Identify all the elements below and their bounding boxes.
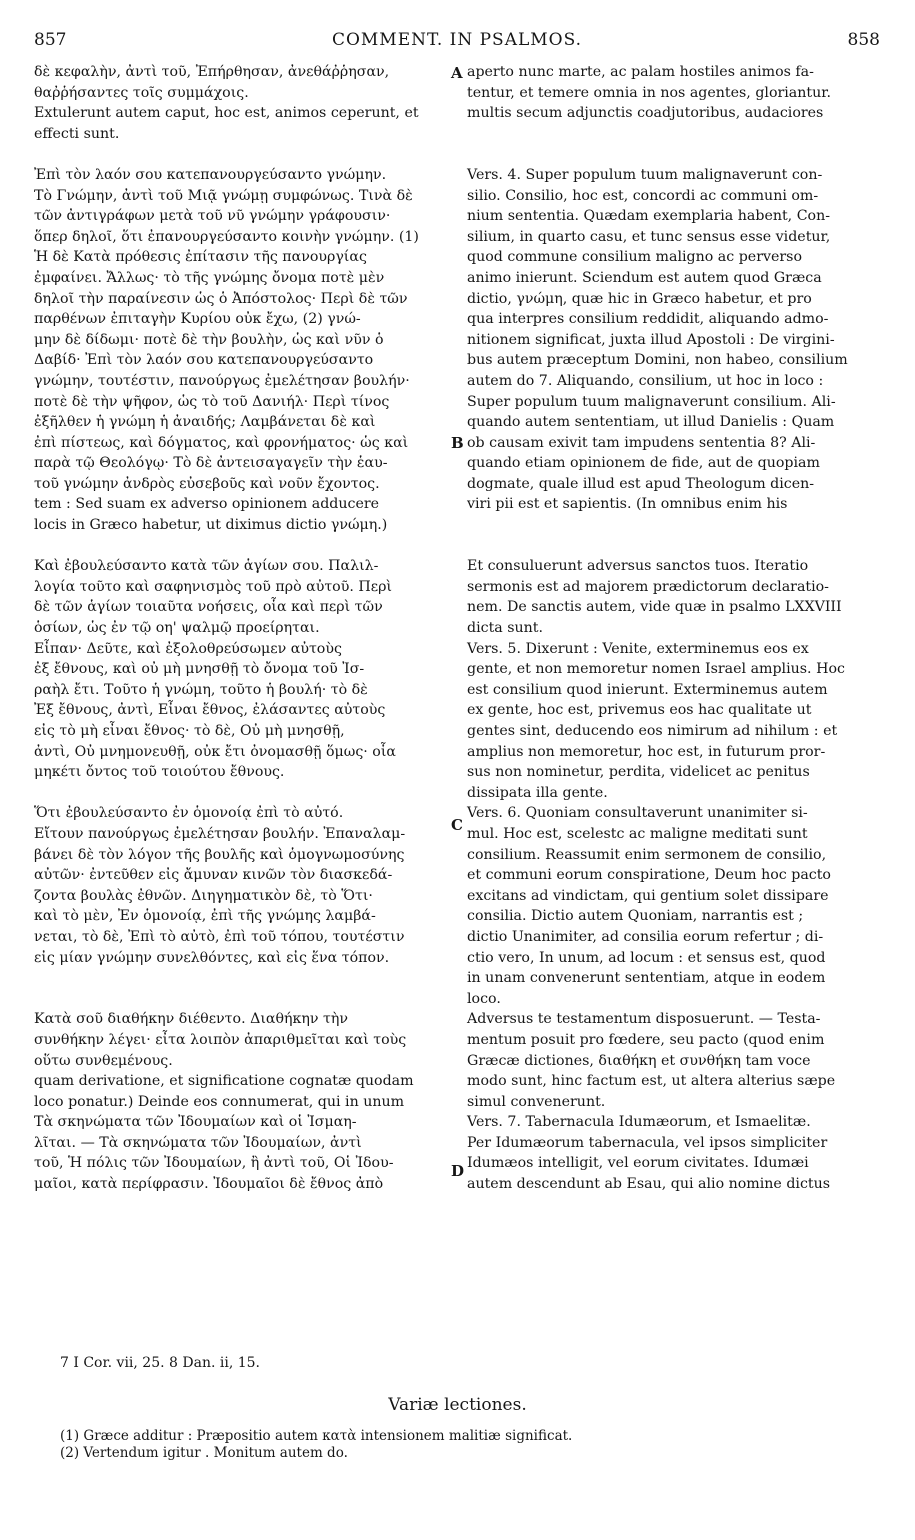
latin-text-line: quando etiam opinionem de fide, aut de quopiam	[467, 455, 820, 472]
latin-text-line: quod commune consilium maligno ac perverso	[467, 249, 802, 266]
greek-text-line: ἐξ ἔθνους, καὶ οὐ μὴ μνησθῇ τὸ ὄνομα τοῦ Ἰσ-	[34, 661, 365, 678]
greek-text-line: Extulerunt autem caput, hoc est, animos ceperunt, et	[34, 105, 419, 122]
latin-text-line: ob causam exivit tam impudens sententia 8? Ali-	[467, 434, 816, 451]
latin-text-line: nium sententia. Quædam exemplaria habent, Con-	[467, 208, 831, 225]
greek-text-line: ἀντὶ, Οὐ μνημονευθῇ, οὐκ ἔτι ὀνομασθῇ ὅμως· οἷα	[34, 743, 396, 760]
latin-text-line: Vers. 5. Dixerunt : Venite, exterminemus eos ex	[467, 640, 809, 657]
greek-text-line: Ὅτι ἐβουλεύσαντο ἐν ὁμονοίᾳ ἐπὶ τὸ αὐτό.	[34, 805, 344, 822]
latin-text-line: gente, et non memoretur nomen Israel amplius. Hoc	[467, 661, 845, 678]
latin-text-line: aperto nunc marte, ac palam hostiles animos fa-	[467, 64, 814, 80]
latin-text-line: qua interpres consilium reddidit, aliquando admo-	[467, 311, 829, 328]
right-column-latin	[467, 62, 887, 1195]
greek-text-line: Τὸ Γνώμην, ἀντὶ τοῦ Μιᾷ γνώμῃ συμφώνως. Τινὰ δὲ	[34, 187, 413, 204]
greek-text-line: εἰς τὸ μὴ εἶναι ἔθνος· τὸ δὲ, Οὐ μὴ μνησθῇ,	[34, 723, 345, 739]
latin-text-line: sus non nominetur, perdita, videlicet ac penitus	[467, 764, 810, 781]
greek-text-line: εἰς μίαν γνώμην συνελθόντες, καὶ εἰς ἕνα τόπον.	[34, 949, 390, 966]
greek-text-line: οὕτω συνθεμένους.	[34, 1052, 173, 1069]
margin-letter-a: A	[451, 64, 463, 82]
greek-text-line: ἐπὶ πίστεως, καὶ δόγματος, καὶ φρονήματος· ὡς καὶ	[34, 434, 409, 451]
greek-text-line: ἐμφαίνει. Ἄλλως· τὸ τῆς γνώμης ὄνομα ποτὲ μὲν	[34, 269, 385, 286]
latin-text-line: dicta sunt.	[467, 620, 544, 637]
greek-text-line: μηκέτι ὄντος τοῦ τοιούτου ἔθνους.	[34, 764, 285, 781]
page-number-right: 858	[847, 30, 880, 50]
latin-text-line: Vers. 7. Tabernacula Idumæorum, et Ismaelitæ.	[467, 1114, 811, 1131]
latin-text-line: mentum posuit pro fœdere, seu pacto (quod enim	[467, 1031, 825, 1048]
greek-text-line: Εἴτουν πανούργως ἐμελέτησαν βουλήν. Ἐπαναλαμ-	[34, 825, 406, 842]
greek-text-line: παρὰ τῷ Θεολόγῳ· Τὸ δὲ ἀντεισαγαγεῖν τὴν ἑαυ-	[34, 455, 388, 472]
variae-lectiones-title: Variæ lectiones.	[388, 1395, 527, 1415]
greek-text-line: quam derivatione, et significatione cognatæ quodam	[34, 1073, 414, 1090]
latin-text-line: silio. Consilio, hoc est, concordi ac communi om-	[467, 187, 819, 204]
running-title: COMMENT. IN PSALMOS.	[331, 30, 583, 50]
latin-text-line: Adversus te testamentum disposuerunt. — Testa-	[467, 1011, 821, 1028]
latin-text-line: dictio, γνώμη, quæ hic in Græco habetur, et pro	[467, 290, 812, 307]
latin-text-line	[467, 536, 887, 557]
greek-text-line: παρθένων ἐπιταγὴν Κυρίου οὐκ ἔχω, (2) γνώ-	[34, 311, 361, 328]
greek-text-line: τοῦ, Ἡ πόλις τῶν Ἰδουμαίων, ἢ ἀντὶ τοῦ, Οἱ Ἰδου-	[34, 1155, 394, 1172]
greek-text-line: ζοντα βουλὰς ἐθνῶν. Διηγηματικὸν δὲ, τὸ Ὅτι·	[34, 887, 373, 904]
greek-text-line: loco ponatur.) Deinde eos connumerat, qui in unum	[34, 1093, 405, 1110]
greek-text-line: ραὴλ ἔτι. Τοῦτο ἡ γνώμη, τοῦτο ἡ βουλή· τὸ δὲ	[34, 681, 368, 698]
latin-text-line: Vers. 4. Super populum tuum malignaverunt con-	[467, 166, 823, 183]
greek-text-line	[34, 989, 452, 1010]
greek-text-line: λογία τοῦτο καὶ σαφηνισμὸς τοῦ πρὸ αὐτοῦ. Περὶ	[34, 578, 392, 595]
greek-text-line	[34, 536, 452, 557]
latin-text-line: est consilium quod inierunt. Exterminemus autem	[467, 681, 828, 698]
greek-text-line: νεται, τὸ δὲ, Ἐπὶ τὸ αὐτὸ, ἐπὶ τοῦ τόπου, τουτέστιν	[34, 928, 405, 945]
greek-text-line: ποτὲ δὲ τὴν ψῆφον, ὡς τὸ τοῦ Δανιήλ· Περὶ τίνος	[34, 393, 390, 410]
greek-text-line: ὁσίων, ὡς ἐν τῷ οη' ψαλμῷ προείρηται.	[34, 620, 320, 637]
variae-lectiones-list	[60, 1428, 572, 1462]
greek-text-line: Ἡ δὲ Κατὰ πρόθεσις ἐπίτασιν τῆς πανουργίας	[34, 249, 367, 266]
left-column-greek	[34, 62, 452, 1195]
greek-text-line: θαῤῥήσαντες τοῖς συμμάχοις.	[34, 84, 249, 101]
latin-text-line	[467, 515, 887, 536]
greek-text-line: βάνει δὲ τὸν λόγον τῆς βουλῆς καὶ ὁμογνωμοσύνης	[34, 846, 405, 863]
greek-text-line: Κατὰ σοῦ διαθήκην διέθεντο. Διαθήκην τὴν	[34, 1011, 348, 1028]
greek-text-line: συνθήκην λέγει· εἶτα λοιπὸν ἀπαριθμεῖται καὶ τοὺς	[34, 1031, 407, 1048]
latin-text-line: nitionem significat, juxta illud Apostoli : De virgini-	[467, 331, 835, 348]
latin-text-line: Græcæ dictiones, διαθήκη et συνθήκη tam voce	[467, 1052, 811, 1069]
latin-text-line: viri pii est et sapientis. (In omnibus enim his	[467, 496, 788, 513]
greek-text-line: αὐτῶν· ἐντεῦθεν εἰς ἄμυναν κινῶν τὸν διασκεδά-	[34, 867, 393, 884]
greek-text-line: δὲ τῶν ἁγίων τοιαῦτα νοήσεις, οἷα καὶ περὶ τῶν	[34, 599, 383, 616]
latin-text-line: amplius non memoretur, hoc est, in futurum pror-	[467, 743, 826, 760]
latin-text-line: simul convenerunt.	[467, 1093, 606, 1110]
latin-text-line: bus autem præceptum Domini, non habeo, consilium	[467, 352, 848, 369]
greek-text-line: locis in Græco habetur, ut diximus dictio γνώμη.)	[34, 517, 388, 534]
greek-text-line	[34, 144, 452, 165]
greek-text-line: γνώμην, τουτέστιν, πανούργως ἐμελέτησαν βουλήν·	[34, 372, 410, 389]
greek-text-line: δὲ κεφαλὴν, ἀντὶ τοῦ, Ἐπήρθησαν, ἀνεθάῤῥησαν,	[34, 64, 390, 80]
margin-letter-b: B	[451, 434, 464, 452]
latin-text-line: Et consuluerunt adversus sanctos tuos. Iteratio	[467, 558, 809, 575]
latin-text-line: consilia. Dictio autem Quoniam, narrantis est ;	[467, 908, 804, 925]
latin-text-line: Super populum tuum malignaverunt consilium. Ali-	[467, 393, 836, 410]
latin-text-line: in unam convenerunt sententiam, atque in eodem	[467, 970, 826, 987]
latin-text-line: ex gente, hoc est, privemus eos hac qualitate ut	[467, 702, 812, 719]
greek-text-line: λῖται. — Τὰ σκηνώματα τῶν Ἰδουμαίων, ἀντὶ	[34, 1134, 362, 1151]
latin-text-line: silium, in quarto casu, et tunc sensus esse videtur,	[467, 228, 831, 245]
greek-text-line: Ἐπὶ τὸν λαόν σου κατεπανουργεύσαντο γνώμην.	[34, 166, 387, 183]
greek-text-line: Τὰ σκηνώματα τῶν Ἰδουμαίων καὶ οἱ Ἰσμαη-	[34, 1114, 357, 1131]
latin-text-line: Idumæos intelligit, vel eorum civitates. Idumæi	[467, 1155, 809, 1172]
latin-text-line: sermonis est ad majorem prædictorum declaratio-	[467, 578, 829, 595]
greek-text-line: tem : Sed suam ex adverso opinionem adducere	[34, 496, 380, 513]
greek-text-line	[34, 783, 452, 804]
latin-text-line: Vers. 6. Quoniam consultaverunt unanimiter si-	[467, 805, 808, 822]
latin-text-line: animo inierunt. Sciendum est autem quod Græca	[467, 269, 822, 286]
greek-text-line: τοῦ γνώμην ἀνδρὸς εὐσεβοῦς καὶ νοῦν ἔχοντος.	[34, 475, 380, 492]
latin-text-line: dissipata illa gente.	[467, 784, 608, 801]
greek-text-line: ἐξῆλθεν ἡ γνώμη ἡ ἀναιδής; Λαμβάνεται δὲ καὶ	[34, 414, 376, 431]
page-number-left: 857	[34, 30, 67, 50]
margin-letter-c: C	[451, 816, 463, 834]
latin-text-line: loco.	[467, 990, 501, 1007]
latin-text-line: Per Idumæorum tabernacula, vel ipsos simpliciter	[467, 1134, 828, 1151]
greek-text-line: καὶ τὸ μὲν, Ἐν ὁμονοίᾳ, ἐπὶ τῆς γνώμης λαμβά-	[34, 908, 376, 925]
greek-text-line: μην δὲ δίδωμι· ποτὲ δὲ τὴν βουλὴν, ὡς καὶ νῦν ὁ	[34, 331, 384, 348]
greek-text-line: μαῖοι, κατὰ περίφρασιν. Ἰδουμαῖοι δὲ ἔθνος ἀπὸ	[34, 1176, 384, 1193]
greek-text-line	[34, 968, 452, 989]
latin-text-line: autem do 7. Aliquando, consilium, ut hoc in loco :	[467, 372, 824, 389]
latin-text-line: modo sunt, hinc factum est, ut altera alterius sæpe	[467, 1073, 836, 1090]
greek-text-line: δηλοῖ τὴν παραίνεσιν ὡς ὁ Ἀπόστολος· Περὶ δὲ τῶν	[34, 290, 408, 307]
greek-text-line: Καὶ ἐβουλεύσαντο κατὰ τῶν ἁγίων σου. Παλιλ-	[34, 558, 379, 575]
latin-text-line: dictio Unanimiter, ad consilia eorum refertur ; di-	[467, 928, 824, 945]
variant-reading-2: (2) Vertendum igitur . Monitum autem do.	[60, 1445, 348, 1461]
latin-text-line: mul. Hoc est, scelestc ac maligne meditati sunt	[467, 825, 808, 842]
latin-text-line	[467, 144, 887, 165]
greek-text-line: ὅπερ δηλοῖ, ὅτι ἐπανουργεύσαντο κοινὴν γνώμην. (1)	[34, 228, 419, 245]
greek-text-line: Εἶπαν· Δεῦτε, καὶ ἐξολοθρεύσωμεν αὐτοὺς	[34, 640, 342, 657]
latin-text-line: nem. De sanctis autem, vide quæ in psalmo LXXVIII	[467, 599, 842, 616]
latin-text-line: excitans ad vindictam, qui gentium solet dissipare	[467, 887, 829, 904]
footnotes: 7 I Cor. vii, 25. 8 Dan. ii, 15.	[60, 1355, 260, 1371]
latin-text-line: quando autem sententiam, ut illud Danielis : Quam	[467, 414, 835, 431]
latin-text-line: tentur, et temere omnia in nos agentes, gloriantur.	[467, 84, 831, 101]
latin-text-line	[467, 124, 887, 145]
running-header	[34, 30, 880, 60]
latin-text-line: ctio vero, In unum, ad locum : et sensus est, quod	[467, 949, 826, 966]
greek-text-line: effecti sunt.	[34, 125, 120, 142]
greek-text-line: Δαβίδ· Ἐπὶ τὸν λαόν σου κατεπανουργεύσαντο	[34, 352, 374, 369]
latin-text-line: gentes sint, deducendo eos nimirum ad nihilum : et	[467, 723, 838, 739]
latin-text-line: dogmate, quale illud est apud Theologum dicen-	[467, 475, 815, 492]
variant-reading-1: (1) Græce additur : Præpositio autem κατὰ intensionem malitiæ significat.	[60, 1428, 573, 1444]
greek-text-line: Ἐξ ἔθνους, ἀντὶ, Εἶναι ἔθνος, ἐλάσαντες αὐτοὺς	[34, 702, 386, 719]
margin-letter-d: D	[451, 1162, 465, 1180]
latin-text-line: autem descendunt ab Esau, qui alio nomine dictus	[467, 1176, 831, 1193]
greek-text-line: τῶν ἀντιγράφων μετὰ τοῦ νῦ γνώμην γράφουσιν·	[34, 208, 391, 225]
latin-text-line: consilium. Reassumit enim sermonem de consilio,	[467, 846, 827, 863]
latin-text-line: multis secum adjunctis coadjutoribus, audaciores	[467, 105, 824, 122]
latin-text-line: et communi eorum conspiratione, Deum hoc pacto	[467, 867, 831, 884]
